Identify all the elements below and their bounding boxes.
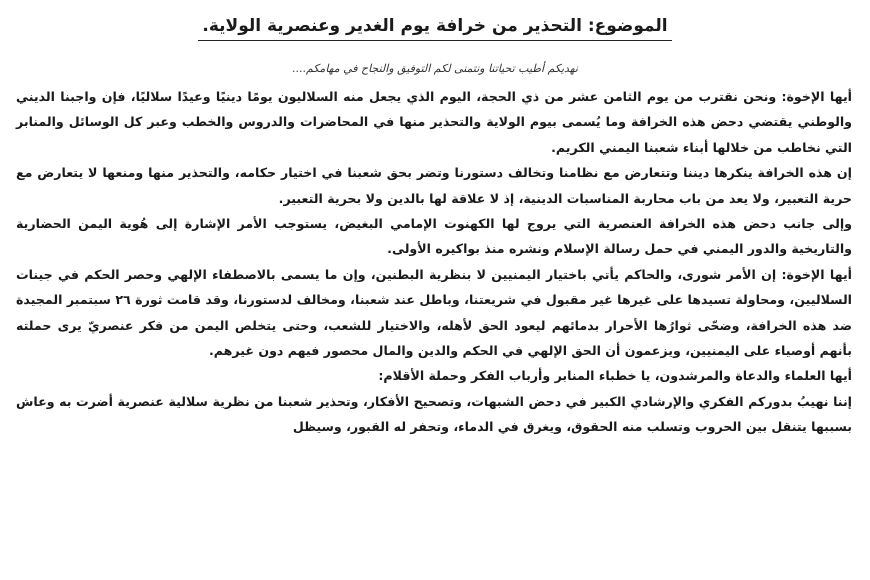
subject-line [0,14,870,41]
paragraph-shura: أيها الإخوة: إن الأمر شورى، والحاكم يأتي باختيار اليمنيين لا بنظرية البطنين، وإن ما يسمى بالاصطفاء الإلهي وحصر الحكم في جينات السلاليين، ومحاولة تسيدها على غيرها غير مقبول في شريعتنا، وباطل عند شعبنا، ومخالف لدستورنا، وقد قامت ثورة ٢٦ سبتمبر المجيدة ضد هذه الخرافة، وضحّى ثوارُها الأحرار بدمائهم ليعود الحق لأهله، والاختيار للشعب، وحتى يتخلص اليمن من فكر عنصريّ يرى حملته بأنهم أوصياء على اليمنيين، ويزعمون أن الحق الإلهي في الحكم والدين والمال محصور فيهم دون غيرهم. [16,266,852,359]
paragraph-rejection: إن هذه الخرافة ينكرها ديننا وتتعارض مع نظامنا وتخالف دستورنا وتضر بحق شعبنا في اختيار حكامه، والتحذير منها ومنعها لا يتعارض مع حرية التعبير، ولا يعد من باب محاربة المناسبات الدينية، إذ لا علاقة لها بالدين ولا بحرية التعبير. [16,165,852,206]
paragraph-appeal: إننا نهيبُ بدوركم الفكري والإرشادي الكبير في دحض الشبهات، وتصحيح الأفكار، وتحذير شعبنا من نظرية سلالية عنصرية أضرت به وعاش بسببها يتنقل بين الحروب وتسلب منه الحقوق، ويغرق في الدماء، وتحفر له القبور، وسيظل [16,393,852,435]
letter-body [16,84,852,440]
paragraph-intro: أيها الإخوة: ونحن نقترب من يوم الثامن عشر من ذي الحجة، اليوم الذي يجعل منه السلاليون يومًا دينيًا وعيدًا سلاليًا، فإن واجبنا الديني والوطني يقتضي دحض هذه الخرافة وما يُسمى بيوم الولاية والتحذير منها في المحاضرات والدروس والخطب وعبر كل الوسائل والمنابر التي نخاطب من خلالها أبناء شعبنا اليمني الكريم. [16,89,852,155]
paragraph-address: أيها العلماء والدعاة والمرشدون، يا خطباء المنابر وأرباب الفكر وحملة الأقلام: [378,368,852,384]
greeting-line: نهديكم أطيب تحياتنا ونتمنى لكم التوفيق والنجاح في مهامكم.... [292,62,578,75]
subject-text: الموضوع: التحذير من خرافة يوم الغدير وعنصرية الولاية. [198,14,671,41]
paragraph-identity: وإلى جانب دحض هذه الخرافة العنصرية التي يروج لها الكهنوت الإمامي البغيض، يستوجب الأمر الإشارة إلى هُوية اليمن الحضارية والتاريخية والدور اليمني في حمل رسالة الإسلام ونشره منذ بواكيره الأولى. [16,216,852,257]
